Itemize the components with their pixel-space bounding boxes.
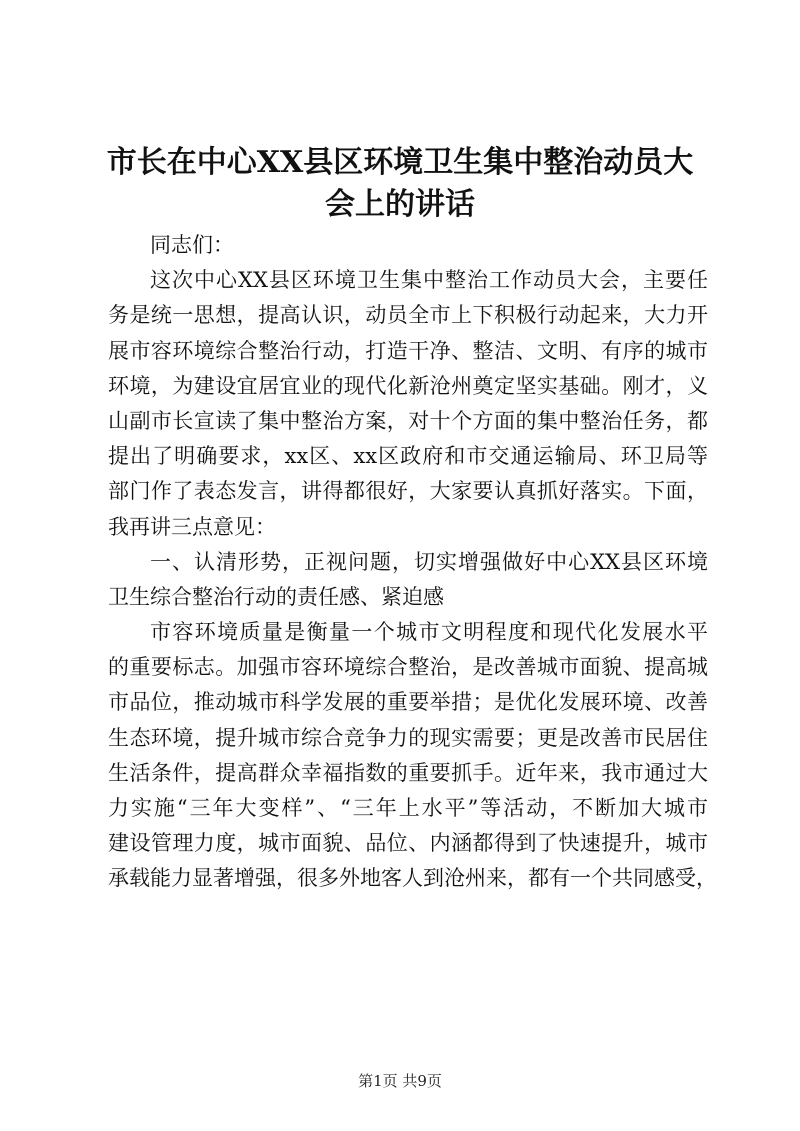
paragraph-line: 生态环境，提升城市综合竞争力的现实需要；更是改善市民居住: [108, 725, 708, 750]
paragraph-line: 务是统一思想，提高认识，动员全市上下积极行动起来，大力开: [108, 303, 708, 328]
paragraph-line: 的重要标志。加强市容环境综合整治，是改善城市面貌、提高城: [108, 655, 708, 680]
paragraph-line: 这次中心XX县区环境卫生集中整治工作动员大会，主要任: [150, 268, 708, 293]
section-heading-line: 一、认清形势，正视问题，切实增强做好中心XX县区环境: [150, 549, 708, 574]
document-title: [60, 142, 740, 226]
paragraph-line: 展市容环境综合整治行动，打造干净、整洁、文明、有序的城市: [108, 338, 708, 363]
paragraph-line: 部门作了表态发言，讲得都很好，大家要认真抓好落实。下面，: [108, 479, 708, 504]
paragraph-line: 生活条件，提高群众幸福指数的重要抓手。近年来，我市通过大: [108, 760, 708, 785]
paragraph-line: 建设管理力度，城市面貌、品位、内涵都得到了快速提升，城市: [108, 831, 708, 856]
paragraph-line: 承载能力显著增强，很多外地客人到沧州来，都有一个共同感受，: [108, 866, 717, 891]
title-line-2: 会上的讲话: [325, 187, 475, 222]
paragraph-line: 我再讲三点意见：: [108, 514, 276, 539]
paragraph-line: 力实施“三年大变样”、“三年上水平”等活动，不断加大城市: [108, 796, 708, 820]
paragraph-line: 提出了明确要求，xx区、xx区政府和市交通运输局、环卫局等: [108, 444, 708, 469]
salutation: 同志们：: [150, 233, 234, 257]
title-line-1: 市长在中心XX县区环境卫生集中整治动员大: [106, 145, 694, 180]
paragraph-line: 环境，为建设宜居宜业的现代化新沧州奠定坚实基础。刚才，义: [108, 373, 708, 398]
paragraph-line: 市品位，推动城市科学发展的重要举措；是优化发展环境、改善: [108, 690, 708, 715]
page-footer: 第1页 共9页: [358, 1072, 442, 1090]
paragraph-line: 山副市长宣读了集中整治方案，对十个方面的集中整治任务，都: [108, 408, 708, 433]
section-heading-line: 卫生综合整治行动的责任感、紧迫感: [108, 584, 444, 609]
document-body: [108, 228, 717, 897]
paragraph-line: 市容环境质量是衡量一个城市文明程度和现代化发展水平: [150, 620, 708, 645]
